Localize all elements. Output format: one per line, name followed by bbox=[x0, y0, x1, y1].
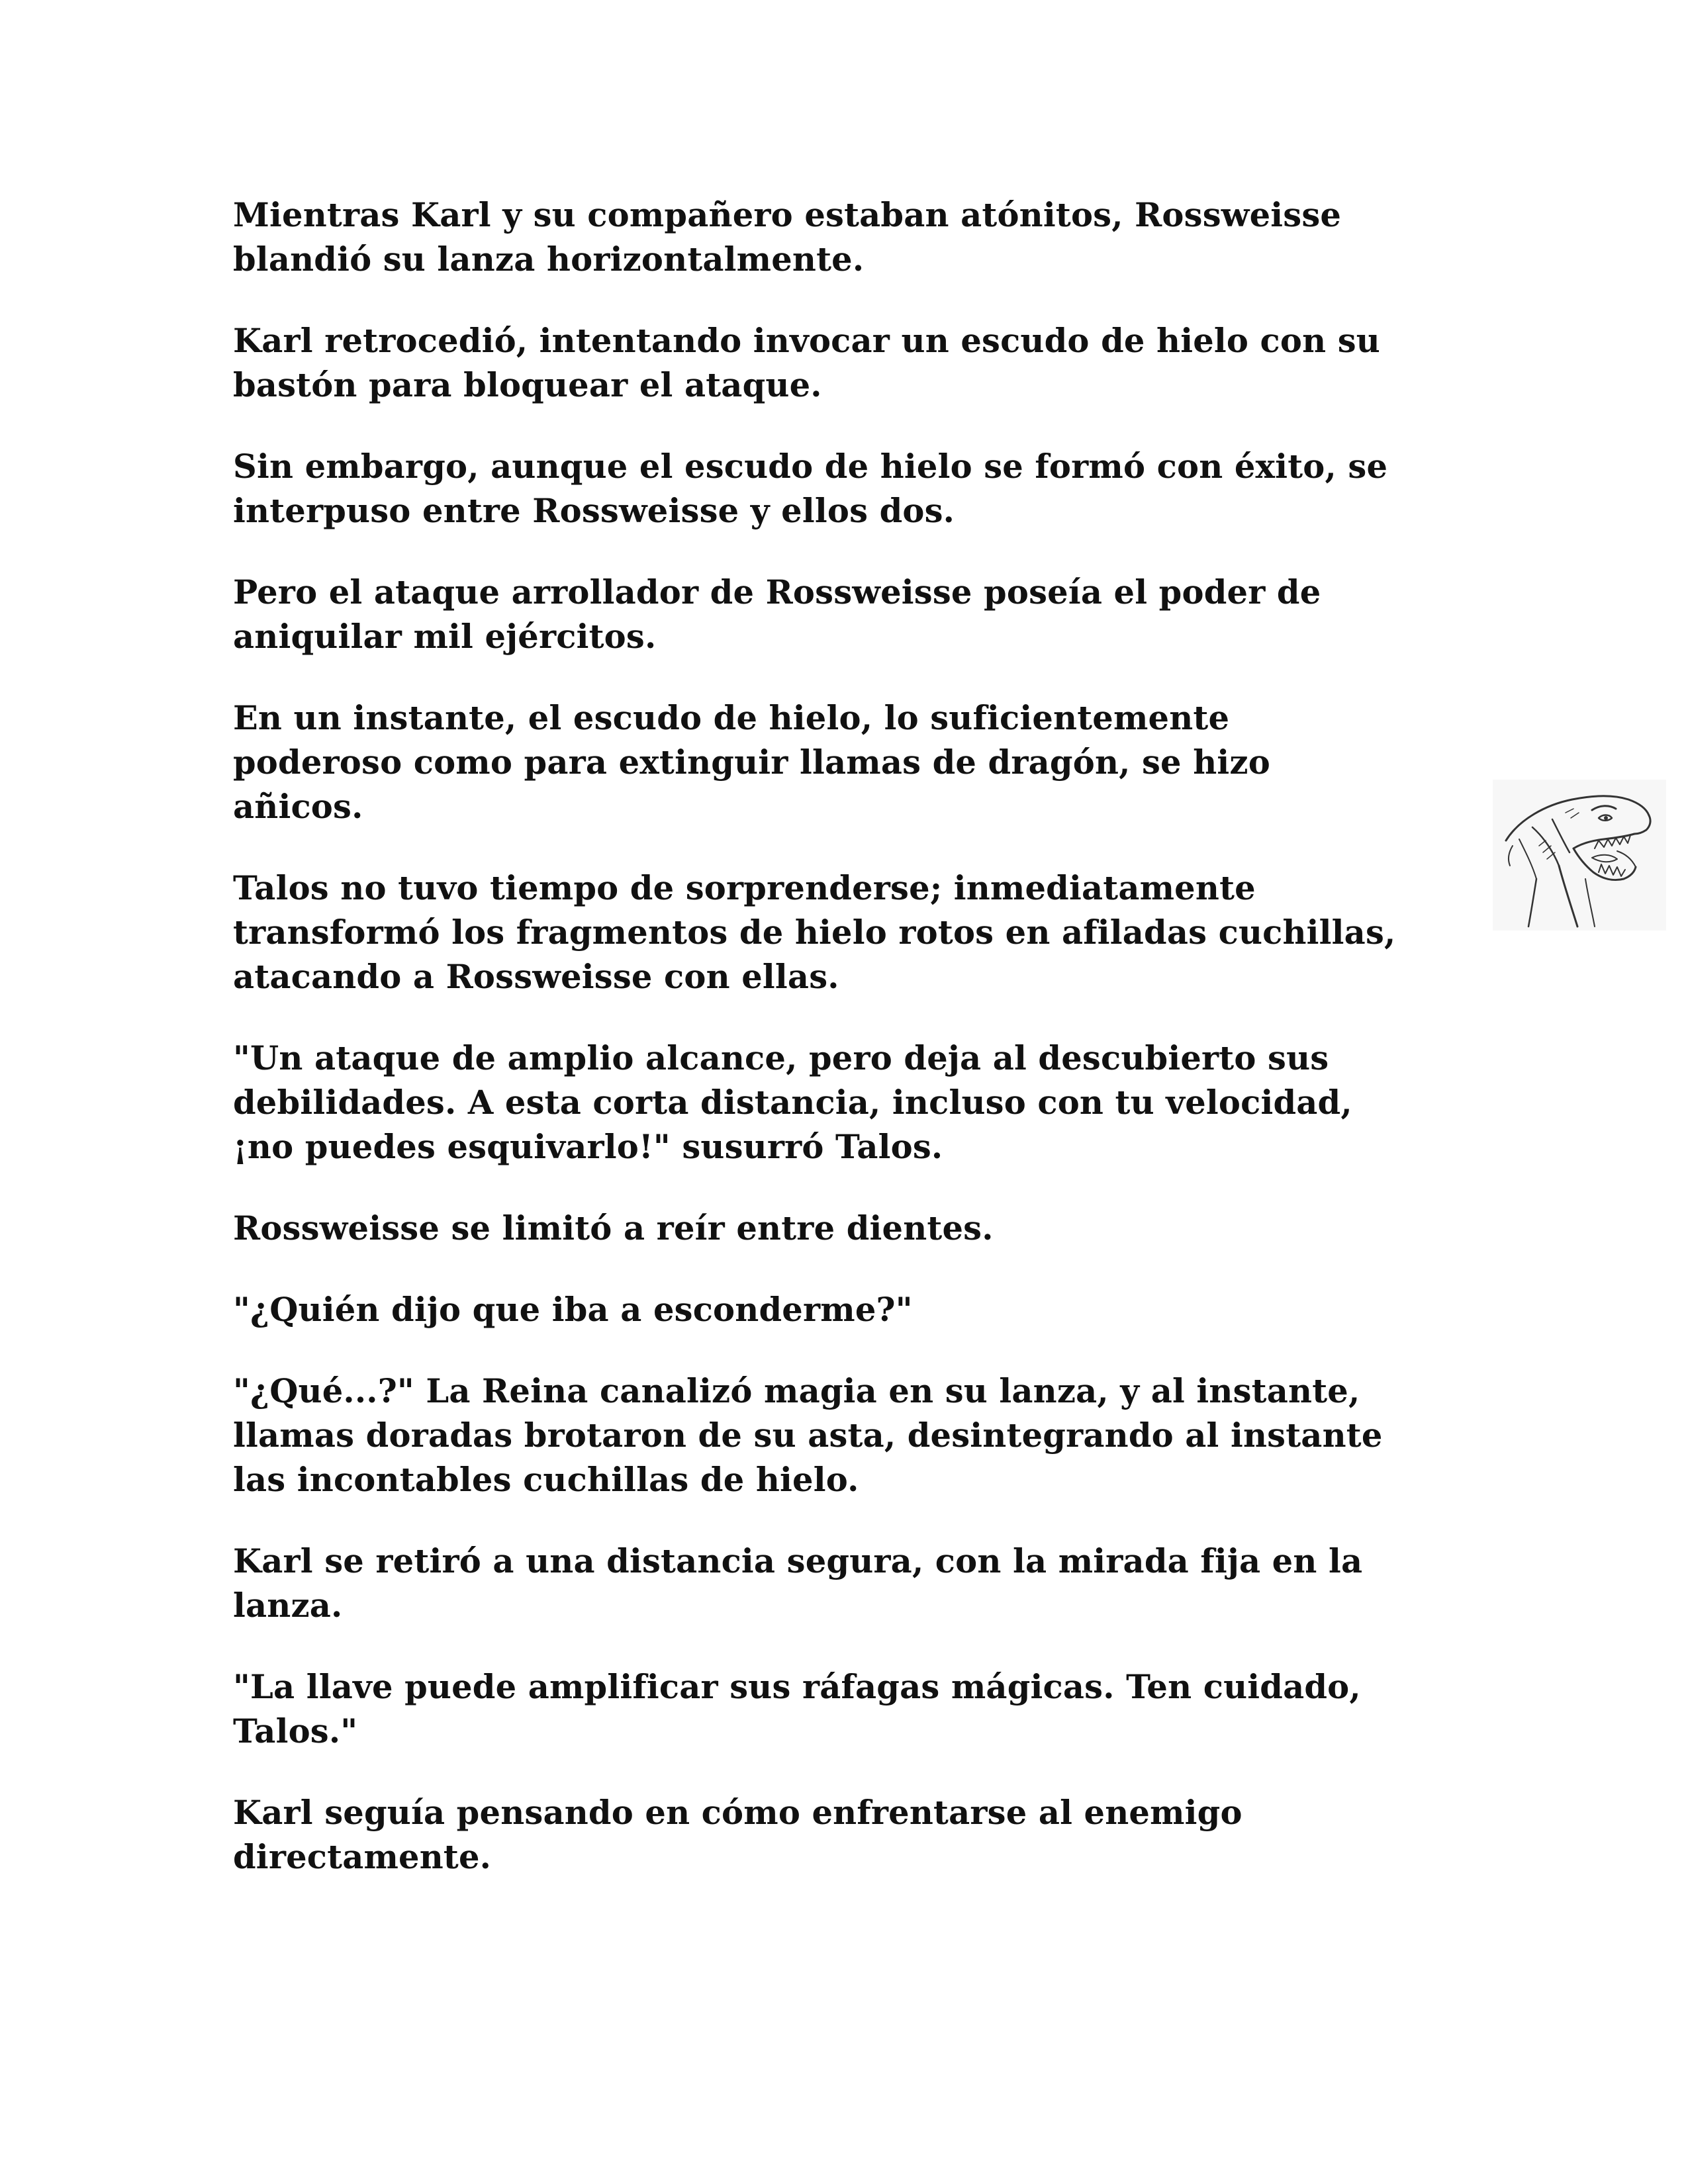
paragraph-11: Karl se retiró a una distancia segura, con la mirada fija en la lanza. bbox=[233, 1542, 1363, 1625]
paragraph-13: Karl seguía pensando en cómo enfrentarse al enemigo directamente. bbox=[233, 1794, 1243, 1876]
paragraph-12: "La llave puede amplificar sus ráfagas mágicas. Ten cuidado, Talos." bbox=[233, 1668, 1361, 1751]
paragraph-3: Sin embargo, aunque el escudo de hielo se formó con éxito, se interpuso entre Rossweisse y ellos dos. bbox=[233, 447, 1388, 530]
paragraph-6: Talos no tuvo tiempo de sorprenderse; inmediatamente transformó los fragmentos de hielo rotos en afiladas cuchillas, atacando a Rossweisse con ellas. bbox=[233, 869, 1396, 996]
dinosaur-head-sketch-icon bbox=[1493, 780, 1666, 931]
paragraph-7: "Un ataque de amplio alcance, pero deja al descubierto sus debilidades. A esta corta distancia, incluso con tu velocidad, ¡no puedes esquivarlo!" susurró Talos. bbox=[233, 1039, 1352, 1166]
paragraph-5: En un instante, el escudo de hielo, lo suficientemente poderoso como para extinguir llamas de dragón, se hizo añicos. bbox=[233, 699, 1270, 826]
paragraph-1: Mientras Karl y su compañero estaban atónitos, Rossweisse blandió su lanza horizontalmente. bbox=[233, 196, 1342, 279]
paragraph-9: "¿Quién dijo que iba a esconderme?" bbox=[233, 1291, 913, 1329]
story-text bbox=[233, 193, 1477, 1917]
paragraph-2: Karl retrocedió, intentando invocar un escudo de hielo con su bastón para bloquear el ataque. bbox=[233, 322, 1380, 404]
paragraph-4: Pero el ataque arrollador de Rossweisse poseía el poder de aniquilar mil ejércitos. bbox=[233, 573, 1321, 656]
paragraph-10: "¿Qué...?" La Reina canalizó magia en su lanza, y al instante, llamas doradas brotaron de su asta, desintegrando al instante las incontables cuchillas de hielo. bbox=[233, 1372, 1383, 1499]
paragraph-8: Rossweisse se limitó a reír entre dientes. bbox=[233, 1209, 994, 1248]
